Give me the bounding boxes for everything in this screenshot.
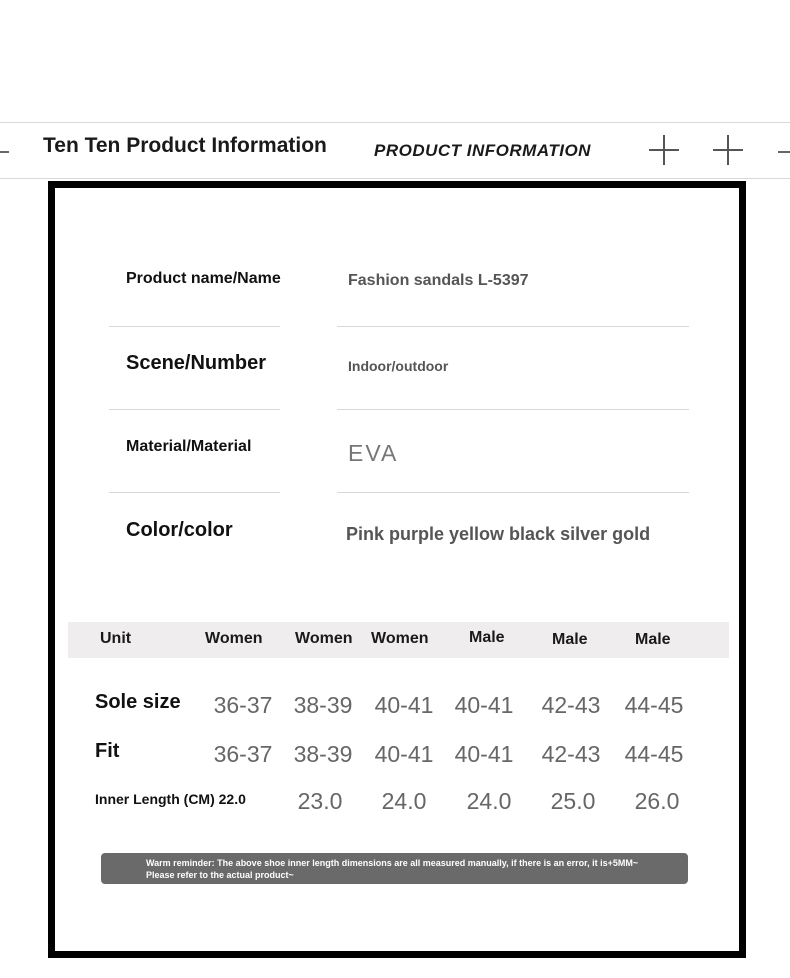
header-cell-women: Women — [371, 630, 429, 647]
table-cell: 26.0 — [634, 788, 680, 814]
row-divider — [337, 409, 689, 410]
table-cell: 24.0 — [381, 788, 427, 814]
table-cell: 25.0 — [550, 788, 596, 814]
info-label-product-name: Product name/Name — [126, 270, 281, 287]
row-divider — [337, 326, 689, 327]
row-label-inner-length: Inner Length (CM) 22.0 — [95, 791, 246, 807]
info-value-product-name: Fashion sandals L-5397 — [348, 272, 529, 289]
plus-icon — [713, 135, 743, 165]
table-cell: 23.0 — [297, 788, 343, 814]
info-value-material: EVA — [348, 440, 399, 466]
row-divider — [109, 492, 280, 493]
header-cell-male: Male — [635, 631, 671, 648]
table-cell: 36-37 — [213, 741, 273, 767]
plus-icon — [649, 135, 679, 165]
header-cell-male: Male — [552, 631, 588, 648]
info-label-color: Color/color — [126, 519, 233, 541]
header-cell-male: Male — [469, 629, 505, 646]
table-cell: 40-41 — [454, 692, 514, 718]
table-cell: 42-43 — [541, 741, 601, 767]
info-label-material: Material/Material — [126, 438, 252, 455]
table-cell: 40-41 — [374, 741, 434, 767]
info-value-scene: Indoor/outdoor — [348, 358, 449, 374]
page-subtitle: PRODUCT INFORMATION — [374, 141, 591, 160]
table-cell: 38-39 — [293, 741, 353, 767]
table-cell: 44-45 — [624, 741, 684, 767]
header-left-dash — [0, 151, 9, 153]
row-label-fit: Fit — [95, 740, 120, 762]
header-cell-women: Women — [205, 630, 263, 647]
header-top-rule — [0, 122, 790, 123]
warm-reminder-text: Warm reminder: The above shoe inner length dimensions are all measured manually, if there is an error, it is+5MM~ Please refer to the actual product~ — [146, 858, 639, 880]
info-label-scene: Scene/Number — [126, 352, 267, 374]
table-cell: 40-41 — [374, 692, 434, 718]
table-cell: 44-45 — [624, 692, 684, 718]
info-value-color: Pink purple yellow black silver gold — [346, 524, 651, 544]
table-cell: 36-37 — [213, 692, 273, 718]
table-cell: 24.0 — [466, 788, 512, 814]
row-divider — [337, 492, 689, 493]
warm-reminder-banner — [101, 853, 688, 884]
header-cell-women: Women — [295, 630, 353, 647]
table-cell: 38-39 — [293, 692, 353, 718]
table-cell: 42-43 — [541, 692, 601, 718]
header-bottom-rule — [0, 178, 790, 179]
row-divider — [109, 326, 280, 327]
row-divider — [109, 409, 280, 410]
page-title: Ten Ten Product Information — [43, 134, 327, 157]
header-right-dash — [778, 151, 790, 153]
row-label-sole-size: Sole size — [95, 691, 181, 713]
table-cell: 40-41 — [454, 741, 514, 767]
header-cell-unit: Unit — [100, 630, 132, 647]
info-frame — [48, 181, 746, 958]
